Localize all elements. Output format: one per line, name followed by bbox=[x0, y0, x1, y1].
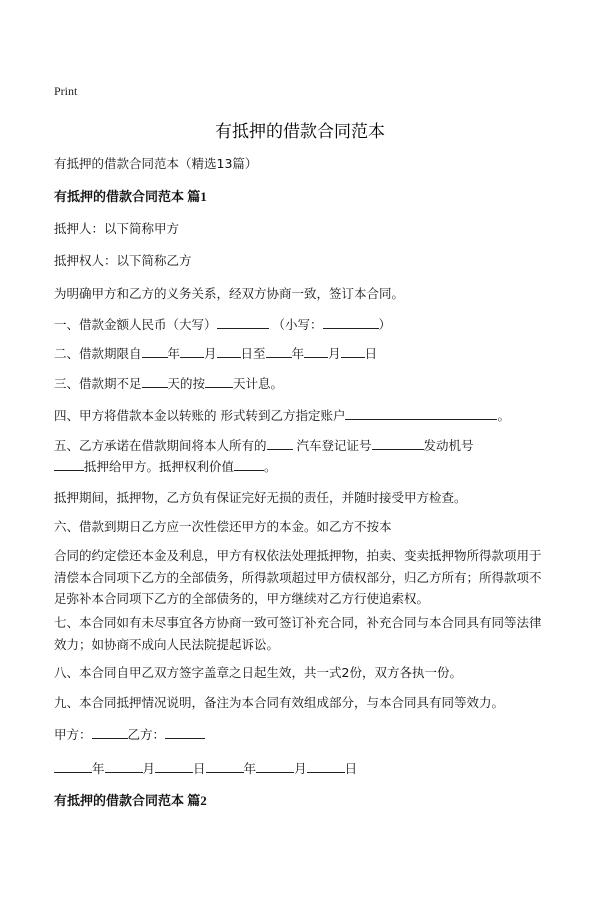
clause-2 bbox=[54, 343, 554, 365]
party-a-line: 抵押人：以下简称甲方 bbox=[54, 221, 180, 236]
clause-5 bbox=[54, 435, 554, 457]
end-day-blank bbox=[341, 343, 365, 358]
clause-3 bbox=[54, 373, 554, 395]
date-year-blank-1 bbox=[54, 758, 92, 773]
clause-1-text-2: （小写： bbox=[272, 317, 323, 332]
date-year-label-2: 年 bbox=[243, 761, 257, 776]
clause-1 bbox=[54, 314, 554, 336]
clause-5-end: 。 bbox=[264, 459, 277, 474]
clause-1-text: 一、借款金额人民币（大写） bbox=[54, 317, 217, 332]
date-day-label-1: 日 bbox=[193, 761, 206, 776]
clause-5-text-2: 汽车登记证号 bbox=[296, 438, 372, 453]
date-day-blank-2 bbox=[307, 758, 345, 773]
day-to-label: 日至 bbox=[240, 346, 266, 361]
days-interest-blank bbox=[205, 373, 233, 388]
end-month-blank bbox=[304, 343, 328, 358]
month-label-2: 月 bbox=[328, 346, 341, 361]
clause-5-cont bbox=[54, 456, 554, 478]
end-year-blank bbox=[266, 343, 292, 358]
document-subtitle: 有抵押的借款合同范本（精选13篇） bbox=[54, 156, 258, 171]
clause-3-text: 三、借款期不足 bbox=[54, 376, 142, 391]
document-title: 有抵押的借款合同范本 bbox=[215, 122, 385, 142]
days-short-blank bbox=[142, 373, 168, 388]
date-year-blank-2 bbox=[206, 758, 244, 773]
clause-1-text-3: ） bbox=[378, 317, 392, 332]
date-month-label-1: 月 bbox=[142, 761, 156, 776]
amount-number-blank bbox=[323, 314, 379, 329]
month-label: 月 bbox=[204, 346, 217, 361]
engine-number-blank bbox=[54, 456, 84, 471]
clause-5-text-4: 抵押给甲方。抵押权利价值 bbox=[84, 459, 235, 474]
clause-3-text-3: 天计息。 bbox=[233, 376, 284, 391]
date-month-blank-2 bbox=[256, 758, 294, 773]
section-1-heading: 有抵押的借款合同范本 篇1 bbox=[54, 189, 207, 204]
start-day-blank bbox=[217, 343, 241, 358]
clause-8: 八、本合同自甲乙双方签字盖章之日起生效，共一式2份，双方各执一份。 bbox=[54, 665, 462, 680]
start-month-blank bbox=[180, 343, 204, 358]
date-day-blank-1 bbox=[155, 758, 193, 773]
clause-4-text: 四、甲方将借款本金以转账的 形式转到乙方指定账户 bbox=[54, 408, 346, 423]
year-label-2: 年 bbox=[291, 346, 305, 361]
intro-line: 为明确甲方和乙方的义务关系，经双方协商一致，签订本合同。 bbox=[54, 286, 405, 301]
clause-4-end: 。 bbox=[497, 408, 510, 423]
clause-5-text: 五、乙方承诺在借款期间将本人所有的 bbox=[54, 438, 267, 453]
party-a-signature-label: 甲方： bbox=[54, 727, 92, 742]
clause-7: 七、本合同如有未尽事宜各方协商一致可签订补充合同，补充合同与本合同具有同等法律效力；如协商不成向人民法院提起诉讼。 bbox=[54, 615, 542, 652]
year-label: 年 bbox=[167, 346, 181, 361]
date-month-label-2: 月 bbox=[294, 761, 307, 776]
clause-4 bbox=[54, 405, 554, 427]
start-year-blank bbox=[142, 343, 168, 358]
amount-capital-blank bbox=[217, 314, 269, 329]
party-a-signature-blank bbox=[92, 724, 128, 739]
date-line bbox=[54, 758, 554, 780]
signature-line bbox=[54, 724, 554, 746]
clause-9: 九、本合同抵押情况说明，备注为本合同有效组成部分，与本合同具有同等效力。 bbox=[54, 695, 505, 710]
clause-2-text: 二、借款期限自 bbox=[54, 346, 142, 361]
party-b-signature-blank bbox=[165, 724, 205, 739]
clause-6: 六、借款到期日乙方应一次性偿还甲方的本金。如乙方不按本 bbox=[54, 519, 392, 534]
date-day-label-2: 日 bbox=[344, 761, 358, 776]
print-label: Print bbox=[54, 84, 78, 98]
date-month-blank-1 bbox=[105, 758, 143, 773]
registration-blank bbox=[372, 435, 424, 450]
clause-5-text-3: 发动机号 bbox=[423, 438, 474, 453]
party-b-line: 抵押权人：以下简称乙方 bbox=[54, 253, 192, 268]
day-label: 日 bbox=[364, 346, 378, 361]
account-blank bbox=[345, 405, 497, 420]
mortgage-value-blank bbox=[234, 456, 264, 471]
mortgage-period-line: 抵押期间，抵押物，乙方负有保证完好无损的责任，并随时接受甲方检查。 bbox=[54, 490, 467, 505]
clause-3-text-2: 天的按 bbox=[167, 376, 206, 391]
date-year-label-1: 年 bbox=[92, 761, 105, 776]
party-b-signature-label: 乙方： bbox=[127, 727, 166, 742]
vehicle-blank bbox=[267, 435, 293, 450]
section-2-heading: 有抵押的借款合同范本 篇2 bbox=[54, 793, 207, 808]
clause-6-continued: 合同的约定偿还本金及利息，甲方有权依法处理抵押物，拍卖、变卖抵押物所得款项用于清偿本合同项下乙方的全部债务，所得款项超过甲方债权部分，归乙方所有；所得款项不足弥补本合同项下乙方的全部债务的，甲方继续对乙方行使追索权。 bbox=[54, 548, 542, 606]
